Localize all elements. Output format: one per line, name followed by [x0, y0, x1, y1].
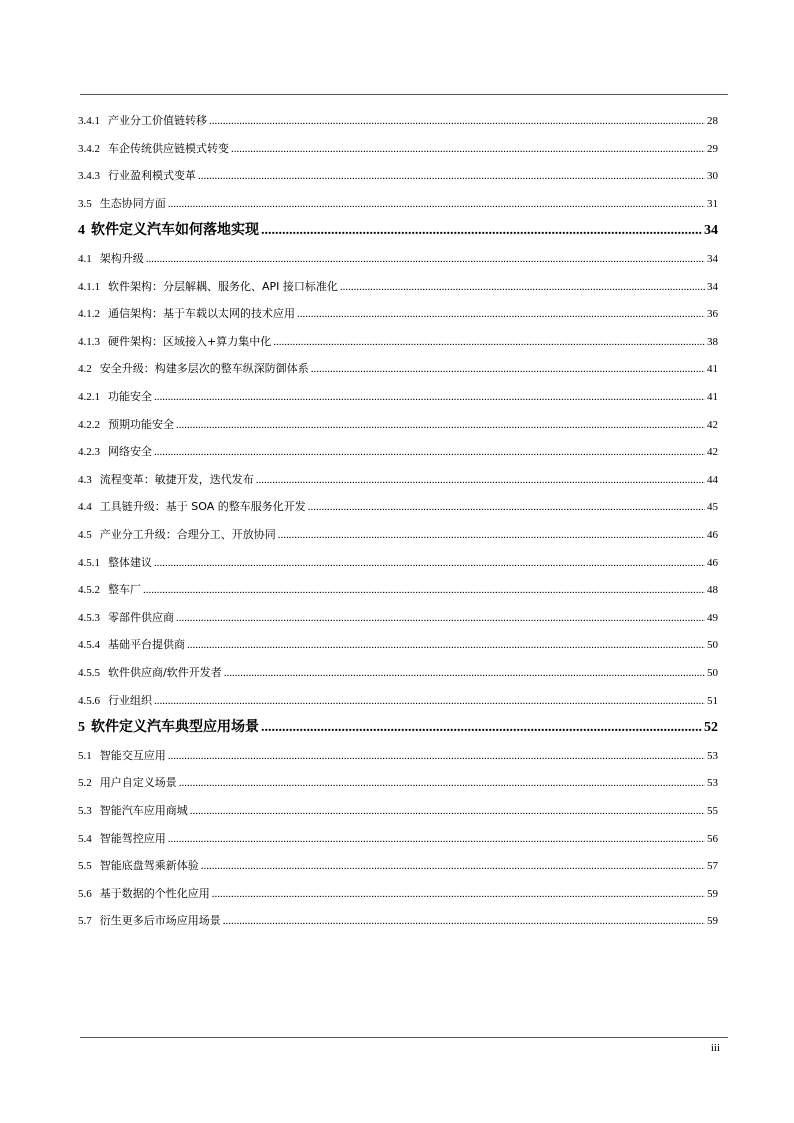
toc-entry-title: 产业分工价值链转移: [108, 114, 207, 127]
toc-entry[interactable]: [78, 112, 718, 128]
toc-entry-title: 智能驾控应用: [99, 831, 166, 845]
toc-entry-title: 生态协同方面: [99, 196, 166, 210]
toc-entry-number: 4.5.2: [78, 584, 100, 597]
toc-entry-number: 4.5.3: [78, 611, 100, 624]
toc-entry-title: 零部件供应商: [108, 610, 174, 624]
toc-entry-title: 智能交互应用: [99, 748, 166, 762]
toc-entry-number: 3.4.1: [78, 115, 100, 127]
toc-entry-title: 智能底盘驾乘新体验: [99, 859, 199, 873]
toc-entry[interactable]: [78, 471, 718, 487]
toc-entry-number: 4.1.1: [78, 280, 100, 293]
toc-entry-title: 预期功能安全: [108, 417, 174, 431]
toc-entry-title: 工具链升级：基于 SOA 的整车服务化开发: [99, 500, 306, 514]
toc-entry-number: 4.1.3: [78, 335, 100, 348]
toc-entry[interactable]: [78, 443, 718, 459]
toc-entry-page: 34: [704, 223, 718, 239]
toc-dot-leader: [179, 777, 705, 789]
toc-entry-number: 4.5.4: [78, 639, 100, 652]
toc-entry-page: 50: [707, 639, 718, 652]
page-number: iii: [710, 1042, 720, 1054]
toc-entry[interactable]: [78, 885, 718, 901]
toc-entry[interactable]: [78, 140, 718, 156]
toc-entry-page: 53: [707, 749, 718, 762]
toc-entry[interactable]: [78, 747, 718, 763]
toc-entry-number: 4.2.3: [78, 446, 100, 459]
toc-entry-page: 50: [707, 667, 718, 679]
toc-entry-title: 通信架构：基于车载以太网的技术应用: [108, 307, 295, 321]
toc-dot-leader: [340, 281, 705, 293]
toc-entry-number: 4.1: [78, 253, 92, 265]
toc-entry-number: 4.1.2: [78, 308, 100, 321]
toc-entry-page: 46: [707, 556, 718, 569]
toc-dot-leader: [311, 363, 705, 375]
toc-entry-number: 5.5: [78, 860, 92, 873]
header-rule: [80, 94, 728, 95]
toc-entry-page: 28: [707, 115, 718, 127]
toc-dot-leader: [201, 860, 705, 872]
toc-dot-leader: [168, 833, 705, 845]
toc-entry-title: 硬件架构：区域接入+算力集中化: [108, 334, 272, 348]
toc-entry-number: 5.4: [78, 832, 92, 845]
toc-entry-number: 5.6: [78, 887, 92, 900]
toc-entry-number: 5.2: [78, 777, 92, 790]
toc-entry-number: 5.3: [78, 805, 92, 817]
toc-entry-number: 5.1: [78, 749, 92, 762]
toc-dot-leader: [308, 501, 705, 513]
toc-dot-leader: [273, 336, 705, 348]
toc-entry[interactable]: [78, 526, 718, 542]
toc-entry[interactable]: [78, 195, 718, 211]
toc-dot-leader: [168, 198, 705, 210]
toc-entry-page: 59: [707, 915, 718, 928]
toc-entry[interactable]: [78, 692, 718, 708]
toc-dot-leader: [154, 391, 705, 403]
toc-entry-title: 衍生更多后市场应用场景: [99, 914, 221, 928]
toc-entry-number: 4.2.1: [78, 391, 100, 403]
toc-entry[interactable]: [78, 636, 718, 652]
toc-entry-page: 57: [707, 860, 718, 873]
toc-entry-page: 42: [707, 446, 718, 459]
toc-entry-title: 架构升级: [99, 252, 144, 265]
toc-entry-number: 4.5: [78, 529, 92, 541]
toc-entry-page: 48: [707, 584, 718, 597]
toc-dot-leader: [256, 474, 705, 486]
toc-entry-title: 车企传统供应链模式转变: [108, 141, 229, 155]
toc-entry-page: 59: [707, 887, 718, 900]
toc-dot-leader: [224, 667, 705, 679]
toc-entry-page: 41: [707, 391, 718, 403]
toc-entry-number: 4.2.2: [78, 418, 100, 431]
toc-entry-title: 流程变革：敏捷开发，迭代发布: [99, 472, 254, 486]
toc-entry-number: 5.7: [78, 915, 92, 928]
toc-entry-title: 基于数据的个性化应用: [99, 886, 210, 900]
toc-entry-page: 31: [707, 197, 718, 210]
toc-entry-title: 网络安全: [108, 445, 152, 459]
toc-dot-leader: [198, 170, 705, 182]
toc-entry[interactable]: [78, 664, 718, 680]
toc-entry-page: 49: [707, 611, 718, 624]
toc-entry-page: 56: [707, 832, 718, 845]
toc-entry[interactable]: [78, 305, 718, 321]
toc-entry-number: 3.4.2: [78, 142, 100, 155]
toc-entry-page: 55: [707, 805, 718, 817]
toc-entry-title: 软件供应商/软件开发者: [108, 666, 222, 679]
toc-entry-title: 智能汽车应用商城: [99, 804, 188, 817]
footer-rule: [80, 1037, 728, 1038]
toc-entry[interactable]: [78, 416, 718, 432]
toc-entry[interactable]: [78, 360, 718, 376]
toc-entry-number: 3.5: [78, 197, 92, 210]
toc-entry-number: 4.5.5: [78, 667, 100, 679]
toc-entry-page: 53: [707, 777, 718, 790]
toc-entry-title: 整车厂: [108, 583, 141, 597]
toc-dot-leader: [261, 720, 702, 736]
toc-dot-leader: [154, 557, 705, 569]
toc-entry-number: 4: [78, 223, 85, 239]
toc-entry[interactable]: [78, 278, 718, 294]
toc-dot-leader: [168, 750, 705, 762]
toc-entry-title: 软件架构：分层解耦、服务化、API 接口标准化: [108, 279, 338, 293]
toc-entry-title: 整体建议: [108, 555, 152, 569]
toc-entry[interactable]: [78, 167, 718, 183]
toc-entry[interactable]: [78, 219, 718, 239]
toc-entry-number: 4.5.1: [78, 556, 100, 569]
toc-entry[interactable]: [78, 802, 718, 818]
toc-entry-number: 4.5.6: [78, 694, 100, 707]
toc-entry[interactable]: [78, 333, 718, 349]
toc-dot-leader: [297, 308, 705, 320]
toc-entry-number: 3.4.3: [78, 170, 100, 183]
toc-entry-title: 产业分工升级：合理分工、开放协同: [99, 528, 276, 541]
toc-entry[interactable]: [78, 498, 718, 514]
toc-dot-leader: [154, 446, 705, 458]
toc-entry-number: 4.4: [78, 501, 92, 514]
toc-dot-leader: [187, 639, 705, 651]
toc-entry[interactable]: [78, 250, 718, 266]
toc-entry-number: 4.2: [78, 363, 92, 376]
toc-dot-leader: [190, 805, 705, 817]
toc-entry[interactable]: [78, 581, 718, 597]
toc-entry-page: 44: [707, 473, 718, 486]
toc-entry[interactable]: [78, 388, 718, 404]
toc-dot-leader: [154, 695, 705, 707]
toc-entry-page: 34: [707, 280, 718, 293]
toc-dot-leader: [146, 253, 705, 265]
toc-entry-number: 5: [78, 720, 85, 736]
toc-dot-leader: [143, 584, 705, 596]
toc-entry[interactable]: [78, 609, 718, 625]
toc-entry[interactable]: [78, 912, 718, 928]
toc-entry-title: 安全升级：构建多层次的整车纵深防御体系: [99, 362, 309, 376]
toc-entry-page: 51: [707, 694, 718, 707]
toc-entry-title: 软件定义汽车如何落地实现: [91, 222, 259, 239]
toc-entry-page: 36: [707, 308, 718, 321]
toc-entry-page: 30: [707, 170, 718, 183]
toc-entry[interactable]: [78, 554, 718, 570]
toc-entry-page: 46: [707, 529, 718, 541]
toc-entry[interactable]: [78, 830, 718, 846]
toc-entry-page: 29: [707, 142, 718, 155]
toc-entry-page: 34: [707, 253, 718, 265]
toc-dot-leader: [278, 529, 705, 541]
toc-entry-page: 45: [707, 501, 718, 514]
toc-dot-leader: [231, 143, 705, 155]
toc-entry-number: 4.3: [78, 473, 92, 486]
toc-entry-page: 52: [704, 720, 718, 736]
toc-entry[interactable]: [78, 857, 718, 873]
toc-entry-title: 基础平台提供商: [108, 638, 185, 652]
toc-dot-leader: [209, 115, 705, 127]
toc-entry-title: 行业盈利模式变革: [108, 169, 196, 183]
toc-dot-leader: [212, 888, 705, 900]
toc-entry-title: 用户自定义场景: [99, 776, 177, 790]
toc-dot-leader: [261, 223, 702, 239]
toc-entry[interactable]: [78, 716, 718, 736]
toc-entry-title: 功能安全: [108, 390, 152, 403]
toc-dot-leader: [176, 419, 705, 431]
toc-entry[interactable]: [78, 774, 718, 790]
toc-dot-leader: [176, 612, 705, 624]
toc-entry-title: 行业组织: [108, 693, 152, 707]
toc-dot-leader: [223, 915, 705, 927]
toc-entry-title: 软件定义汽车典型应用场景: [91, 719, 259, 736]
toc-entry-page: 38: [707, 335, 718, 348]
toc-entry-page: 42: [707, 418, 718, 431]
toc-entry-page: 41: [707, 363, 718, 376]
